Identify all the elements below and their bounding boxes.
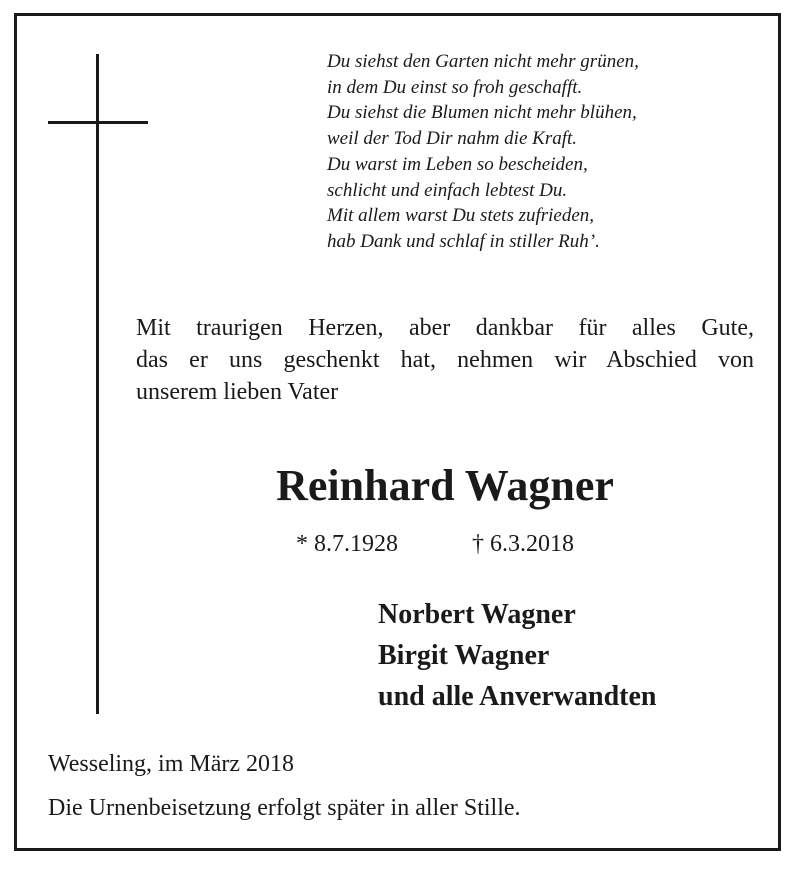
farewell-line: Mit traurigen Herzen, aber dankbar für alles Gute, <box>136 315 754 341</box>
memorial-poem <box>327 49 767 255</box>
mourners-list <box>378 594 657 717</box>
poem-line: schlicht und einfach lebtest Du. <box>327 179 568 201</box>
mourner-name: Birgit Wagner <box>378 640 550 671</box>
burial-notice: Die Urnenbeisetzung erfolgt später in aller Stille. <box>48 795 521 821</box>
farewell-line: unserem lieben Vater <box>136 379 339 405</box>
poem-line: Du warst im Leben so bescheiden, <box>327 153 588 175</box>
poem-line: in dem Du einst so froh geschafft. <box>327 76 583 98</box>
mourner-name: Norbert Wagner <box>378 599 576 630</box>
deceased-name: Reinhard Wagner <box>276 461 614 510</box>
life-dates <box>296 528 574 560</box>
poem-line: hab Dank und schlaf in stiller Ruh’. <box>327 230 600 252</box>
poem-line: Du siehst den Garten nicht mehr grünen, <box>327 51 639 72</box>
cross-icon-vertical-bar <box>96 54 99 714</box>
farewell-text <box>136 312 754 408</box>
poem-line: Du siehst die Blumen nicht mehr blühen, <box>327 102 637 124</box>
place-and-date: Wesseling, im März 2018 <box>48 751 295 777</box>
poem-line: Mit allem warst Du stets zufrieden, <box>327 205 595 227</box>
mourner-name: und alle Anverwandten <box>378 681 657 712</box>
poem-line: weil der Tod Dir nahm die Kraft. <box>327 128 578 150</box>
cross-icon-horizontal-bar <box>48 121 148 124</box>
death-date: † 6.3.2018 <box>472 531 574 557</box>
farewell-line: das er uns geschenkt hat, nehmen wir Abschied von <box>136 347 754 373</box>
birth-date: * 8.7.1928 <box>296 531 398 557</box>
